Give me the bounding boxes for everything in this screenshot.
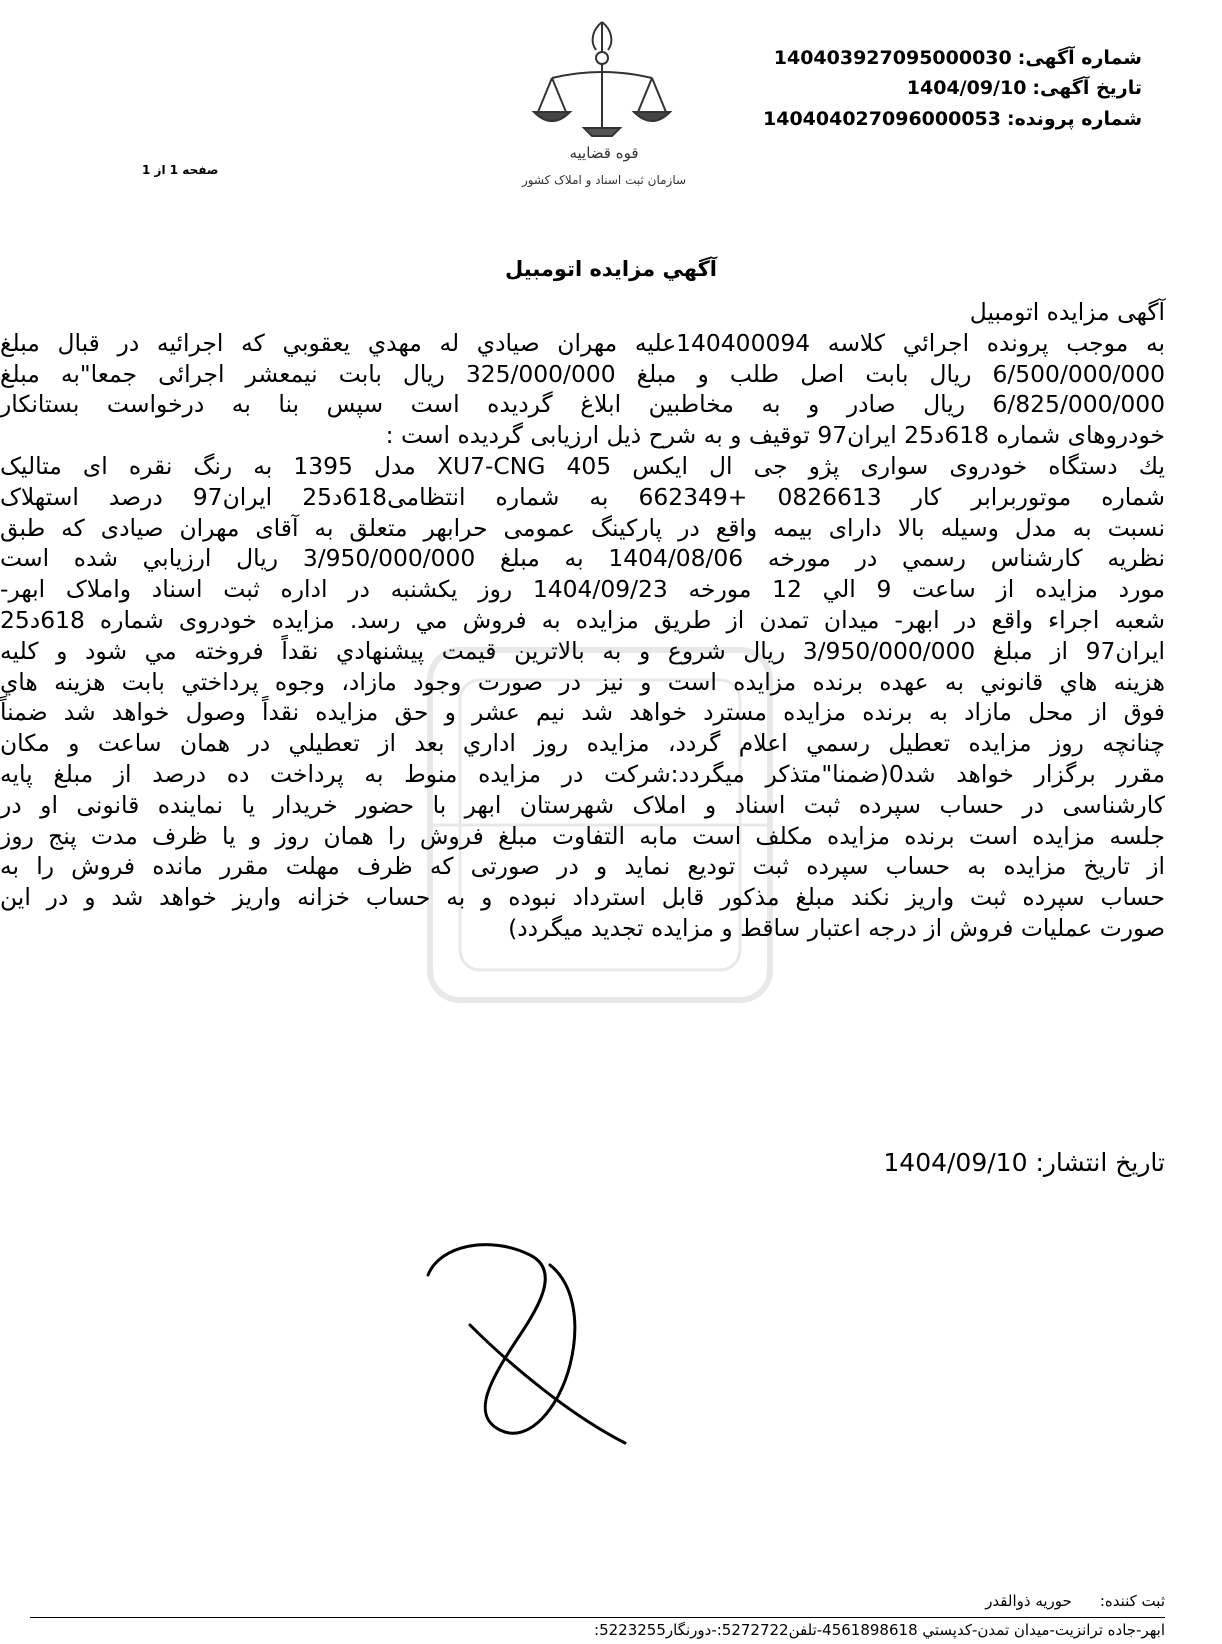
body-line: خودروهای شماره 618د25 ایران97 توقيف و به شرح ذيل ارزيابی گرديده است : (385, 421, 1165, 450)
page-indicator: صفحه 1 از 1 (142, 163, 219, 177)
notice-date-label: تاریخ آگهی: (1032, 77, 1142, 99)
notice-number-value: 140403927095000030 (773, 47, 1012, 69)
body-line: شعبه اجراء واقع در ابهر- ميدان تمدن از طريق مزايده به فروش مي رسد. مزايده خودروی شماره 618د25 (0, 605, 1165, 634)
body-line: 6/825/000/000 ريال صادر و به مخاطبين ابلاغ گرديده است سپس بنا به درخواست بستانكار (0, 390, 1165, 419)
body-line: مورد مزايده از ساعت 9 الي 12 مورخه 1404/09/23 روز يكشنبه در اداره ثبت اسناد واملاک ابهر- (0, 575, 1165, 604)
registrar-label: ثبت کننده: (1099, 1592, 1165, 1610)
body-line: صورت عمليات فروش از درجه اعتبار ساقط و مزايده تجديد ميگردد) (508, 913, 1165, 942)
case-number-value: 140404027096000053 (763, 108, 1001, 130)
registrar-line (985, 1592, 1165, 1610)
body-line: ايران97 از مبلغ 3/950/000/000 ريال شروع و به بالاترين قيمت پيشنهادي نقداً فروخته مي شود و كليه (0, 636, 1165, 665)
body-line: به موجب پرونده اجرائي كلاسه 140400094عليه مهران صيادي له مهدي يعقوبي كه اجرائيه در قبال مبلغ (0, 328, 1165, 357)
body-line: چنانچه روز مزايده تعطيل رسمي اعلام گردد، مزايده روز اداري بعد از تعطيلي در همان ساعت و مكان (0, 729, 1165, 758)
footer-divider (30, 1617, 1165, 1618)
body-line: نظريه كارشناس رسمي در مورخه 1404/08/06 به مبلغ 3/950/000/000 ريال ارزيابي شده است (0, 544, 1165, 573)
notice-number-label: شماره آگهی: (1017, 47, 1142, 69)
handwritten-signature (410, 1215, 640, 1455)
body-line: از تاريخ مزايده به حساب سپرده ثبت توديع نمايد و در صورتی كه ظرف مهلت مقرر مانده فروش را به (0, 852, 1165, 881)
judiciary-emblem-logo (512, 8, 692, 208)
notice-date-line (907, 77, 1142, 99)
notice-body (0, 297, 1165, 944)
body-line: يك دستگاه خودروی سواری پژو جی ال ايكس XU7-CNG 405 مدل 1395 به رنگ نقره ای متاليک (0, 451, 1165, 480)
body-line: مقرر برگزار خواهد شد0(ضمنا"متذكر ميگردد:شركت در مزايده منوط به پرداخت ده درصد از مبلغ پايه (0, 759, 1165, 788)
body-line: هزينه هاي قانوني به عهده برنده مزايده است و نيز در صورت وجود مازاد، وجوه پرداختي بابت هزينه هاي (0, 667, 1165, 696)
publication-date-label: تاریخ انتشار: (1035, 1148, 1165, 1177)
office-address: ابهر-جاده ترانزيت-ميدان تمدن-كدپستي 4561898618-تلفن5272722:-دورنگار5223255: (594, 1621, 1165, 1639)
publication-date (883, 1148, 1165, 1177)
body-line: نسبت به مدل وسيله بالا دارای بيمه واقع در پاركينگ عمومی حرابهر متعلق به آقای مهران صيادی كه طبق (0, 513, 1165, 542)
case-number-label: شماره پرونده: (1006, 108, 1142, 130)
body-line: آگهی مزایده اتومبیل (969, 298, 1165, 326)
publication-date-value: 1404/09/10 (883, 1148, 1028, 1177)
body-line: جلسه مزايده است برنده مزايده مكلف است مابه التفاوت مبلغ فروش را همان روز و يا ظرف مدت پنج روز (0, 821, 1165, 850)
body-line: حساب سپرده ثبت واريز نكند مبلغ مذكور قابل استرداد نبوده و به حساب خزانه واريز خواهد شد و در اين (0, 883, 1165, 912)
page-title: آگهي مزايده اتومبيل (505, 257, 717, 281)
notice-number-line (774, 47, 1142, 69)
case-number-line (763, 108, 1142, 130)
registrar-name: حوريه ذوالقدر (985, 1592, 1072, 1610)
body-line: 6/500/000/000 ريال بابت اصل طلب و مبلغ 325/000/000 ريال بابت نيمعشر اجرائی جمعا"به مبلغ (0, 359, 1165, 388)
body-line: شماره موتوربرابر كار 0826613 +662349 به شماره انتظامی618د25 ايران97 درصد استهلاک (0, 482, 1165, 511)
logo-text-line2: سازمان ثبت اسناد و املاک کشور (521, 173, 687, 187)
notice-date-value: 1404/09/10 (906, 77, 1027, 99)
logo-text-line1: قوه قضاییه (569, 144, 639, 162)
body-line: كارشناسی در حساب سپرده ثبت اسناد و املاک شهرستان ابهر با حضور خريدار يا نماينده قانونی او در (0, 790, 1165, 819)
body-line: فوق از محل مازاد به برنده مزايده مسترد خواهد شد نيم عشر و حق مزايده نقداً وصول خواهد شد ضمناً (0, 698, 1165, 727)
